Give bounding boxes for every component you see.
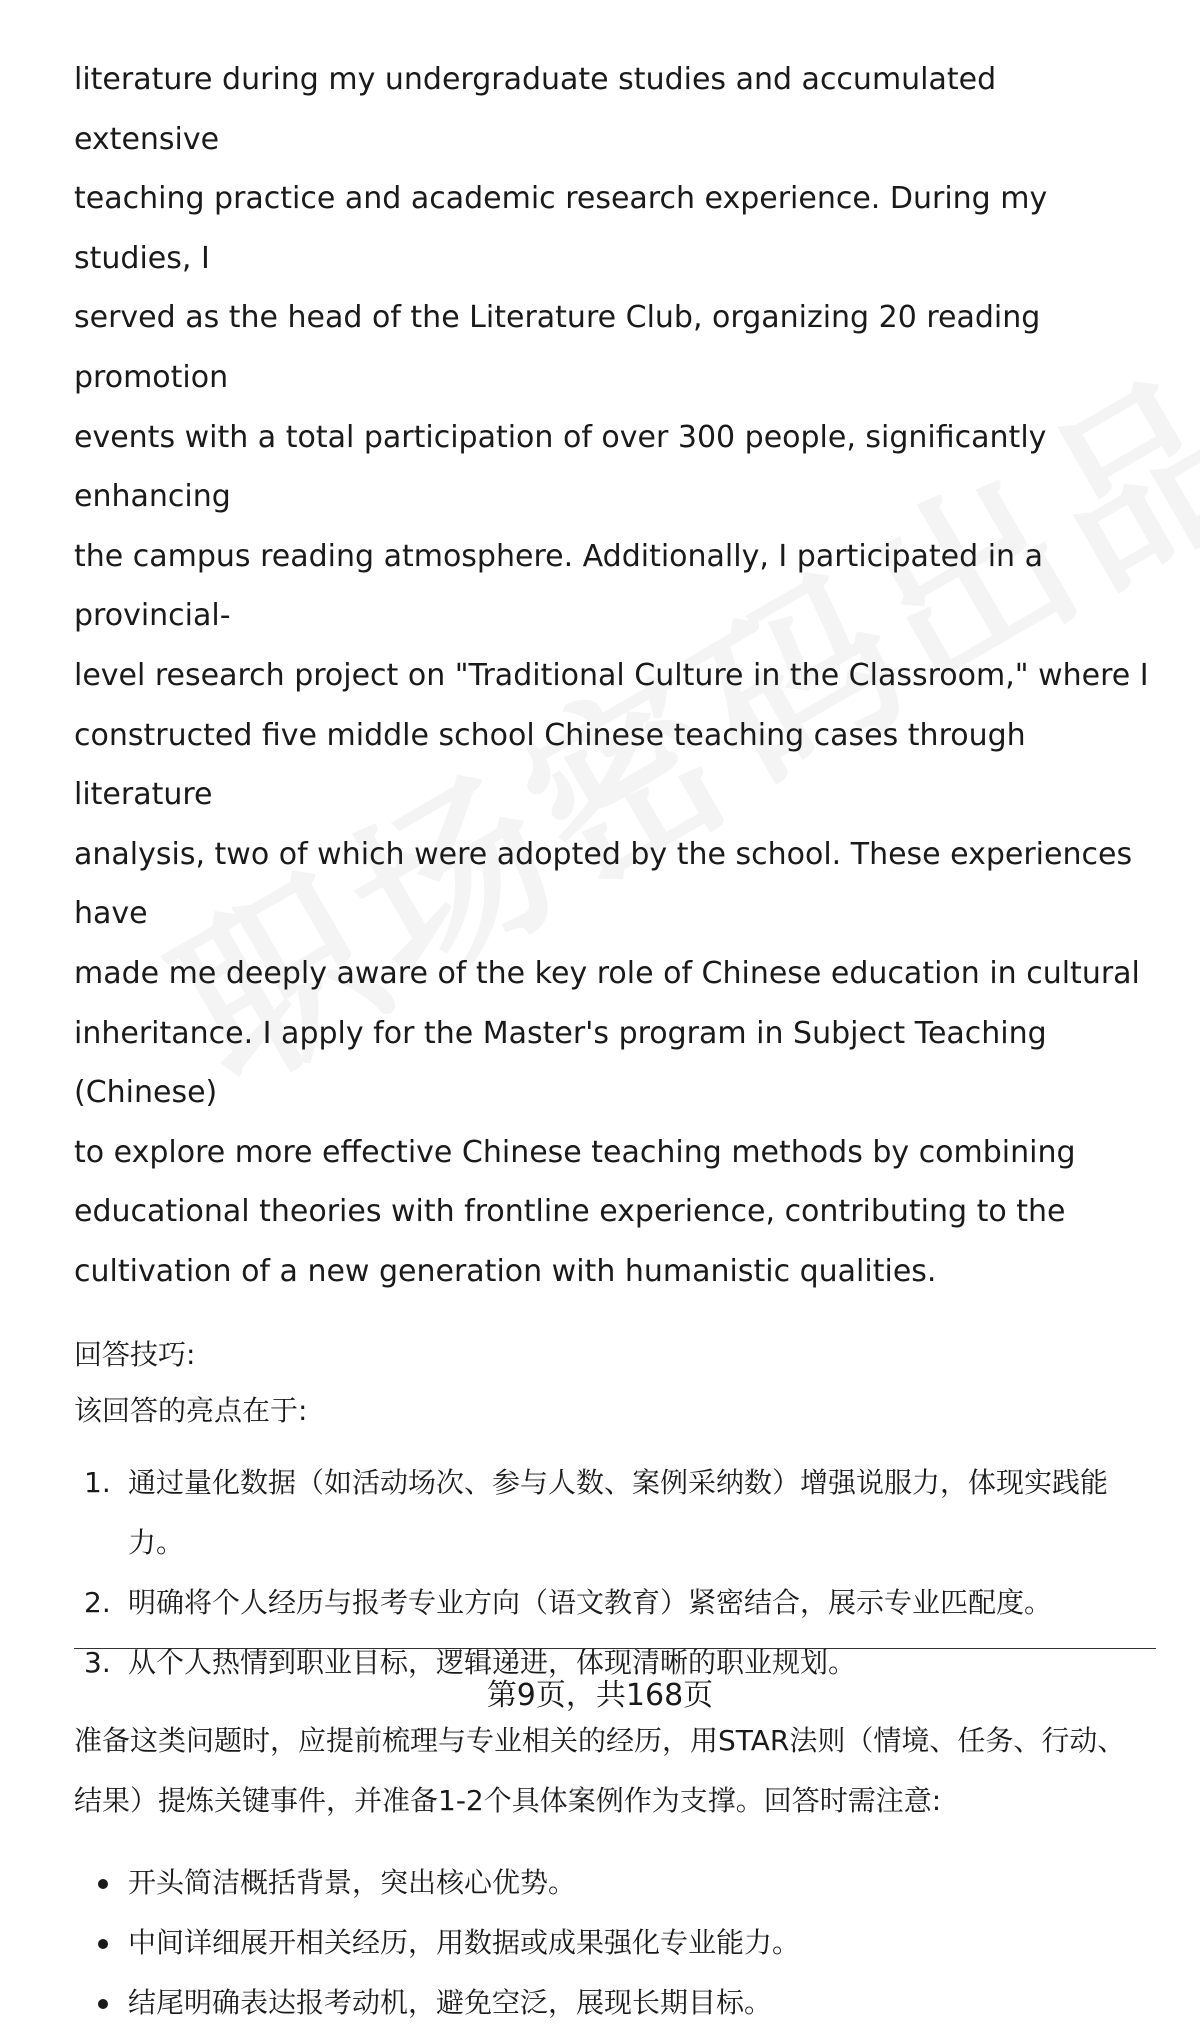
list-item [74,1853,1150,1913]
highlights-list [74,1453,1150,1693]
answer-line: teaching practice and academic research experience. During my studies, I [74,181,1048,276]
list-item-text: 开头简洁概括背景，突出核心优势。 [128,1866,577,1900]
answer-line: to explore more effective Chinese teaching methods by combining [74,1134,1076,1170]
answer-line: inheritance. I apply for the Master's program in Subject Teaching (Chinese) [74,1015,1047,1111]
tips-heading: 回答技巧: [74,1338,196,1372]
answer-line: served as the head of the Literature Club, organizing 20 reading promotion [74,300,1041,395]
answer-line: literature during my undergraduate studies and accumulated extensive [74,62,997,157]
answer-line: educational theories with frontline experience, contributing to the [74,1194,1066,1230]
bullet-icon [98,1939,108,1949]
bullet-icon [98,1999,108,2009]
list-number: 1. [84,1466,111,1500]
list-item-text: 通过量化数据（如活动场次、参与人数、案例采纳数）增强说服力，体现实践能力。 [128,1466,1109,1560]
list-item-text: 中间详细展开相关经历，用数据或成果强化专业能力。 [128,1926,801,1960]
footer-divider [74,1648,1156,1649]
answer-line: level research project on "Traditional Culture in the Classroom," where I [74,657,1149,693]
answer-line: the campus reading atmosphere. Additionally, I participated in a provincial- [74,538,1043,634]
list-item-text: 结尾明确表达报考动机，避免空泛，展现长期目标。 [128,1986,773,2020]
list-number: 2. [84,1586,111,1620]
list-item [74,1573,1150,1633]
preparation-paragraph: 准备这类问题时，应提前梳理与专业相关的经历，用STAR法则（情境、任务、行动、结果）提炼关键事件，并准备1-2个具体案例作为支撑。回答时需注意: [74,1724,1126,1818]
list-item [74,1453,1150,1573]
answer-line: events with a total participation of over 300 people, significantly enhancing [74,419,1047,515]
highlights-intro: 该回答的亮点在于: [74,1394,308,1428]
page-number: 第9页，共168页 [486,1678,714,1713]
list-number: 3. [84,1646,111,1680]
list-item [74,1913,1150,1973]
page-content [74,50,1150,2033]
list-item-text: 明确将个人经历与报考专业方向（语文教育）紧密结合，展示专业匹配度。 [128,1586,1053,1620]
answer-line: made me deeply aware of the key role of Chinese education in cultural [74,955,1140,991]
notes-list [74,1853,1150,2033]
answer-line: cultivation of a new generation with humanistic qualities. [74,1253,937,1289]
answer-line: analysis, two of which were adopted by the school. These experiences have [74,836,1133,932]
bullet-icon [98,1879,108,1889]
answer-line: constructed five middle school Chinese teaching cases through literature [74,717,1026,813]
list-item [74,1973,1150,2033]
answer-paragraph [74,50,1150,1301]
list-item-text: 从个人热情到职业目标，逻辑递进，体现清晰的职业规划。 [128,1646,857,1680]
